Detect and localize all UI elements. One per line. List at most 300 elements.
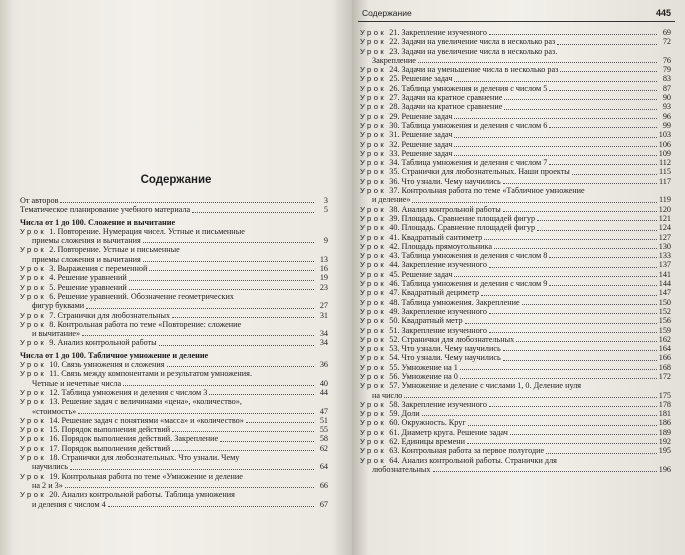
toc-lesson (20, 425, 328, 434)
lesson-label: Урок (20, 360, 47, 370)
toc-page-number: 67 (319, 499, 328, 509)
toc-line (360, 233, 671, 242)
page-number: 445 (655, 8, 671, 18)
toc-lesson (360, 456, 671, 475)
toc-line (360, 186, 671, 195)
leader-dots (86, 308, 314, 309)
lesson-number: 23. (389, 46, 400, 56)
toc-line (360, 205, 671, 214)
toc-line-text (360, 335, 514, 344)
toc-lesson (360, 149, 671, 158)
toc-page-number: 19 (319, 273, 328, 283)
leader-dots (522, 304, 657, 305)
lesson-label: Урок (360, 334, 387, 344)
lesson-label: Урок (360, 74, 387, 84)
toc-line-text (372, 56, 416, 65)
lesson-title: Окружность. Круг (401, 418, 466, 428)
lesson-label: Урок (360, 381, 387, 391)
lesson-title: Анализ контрольной работы. Таблица умножения (61, 490, 235, 500)
toc-line-text (360, 288, 479, 297)
toc-page-number: 58 (319, 434, 328, 444)
toc-line (360, 363, 671, 372)
toc-lesson (360, 353, 671, 362)
toc-line (360, 400, 671, 409)
lesson-title: Четные и нечетные числа (32, 378, 122, 388)
lesson-number: 12. (49, 387, 60, 397)
toc-line-text (372, 465, 431, 474)
toc-lesson (360, 260, 671, 269)
toc-line-text (360, 409, 420, 418)
lesson-label: Урок (360, 371, 387, 381)
leader-dots (557, 44, 657, 45)
lesson-title: Единицы времени (401, 437, 465, 447)
toc-lesson (360, 381, 671, 400)
toc-page-number: 141 (658, 269, 671, 279)
lesson-number: 10. (49, 360, 60, 370)
leader-dots (454, 276, 656, 277)
leader-dots (489, 332, 657, 333)
lesson-number: 43. (389, 251, 400, 261)
leader-dots (489, 406, 657, 407)
lesson-title: приемы сложения и вычитания (32, 254, 141, 264)
lesson-number: 64. (389, 455, 400, 465)
toc-line-text (360, 428, 508, 437)
lesson-label: Урок (20, 415, 47, 425)
toc-line-text (32, 301, 84, 310)
lesson-label: Урок (360, 120, 387, 130)
toc-line-text (360, 102, 502, 111)
toc-line-text (20, 273, 127, 282)
lesson-label: Урок (360, 46, 387, 56)
toc-page-number: 99 (662, 120, 671, 130)
lesson-title: Контрольная работа по теме «Умножение и деление (61, 471, 243, 481)
toc-lesson (360, 47, 671, 66)
lesson-number: 58. (389, 399, 400, 409)
lesson-title: Решение задач с понятиями «масса» и «количество» (61, 415, 244, 425)
toc-line-text (20, 444, 170, 453)
toc-page-number: 159 (658, 325, 671, 335)
lesson-label: Урок (20, 387, 47, 397)
lesson-number: 21. (389, 28, 400, 37)
toc-lesson (360, 205, 671, 214)
toc-line-text (360, 363, 458, 372)
lesson-title: и деление» (372, 195, 411, 205)
lesson-label: Урок (20, 434, 47, 444)
toc-line (360, 418, 671, 427)
right-toc (360, 28, 671, 474)
toc-lesson (20, 360, 328, 369)
toc-line (360, 372, 671, 381)
toc-lesson (360, 130, 671, 139)
lesson-title: Порядок выполнения действий (61, 443, 171, 453)
leader-dots (159, 345, 314, 346)
lesson-label: Урок (360, 28, 387, 37)
toc-lesson (20, 311, 328, 320)
toc-line (360, 381, 671, 390)
toc-line-text (372, 391, 402, 400)
lesson-label: Урок (20, 453, 47, 463)
toc-line-text (20, 425, 170, 434)
toc-line (360, 437, 671, 446)
lesson-number: 8. (49, 319, 56, 329)
toc-line (20, 301, 328, 310)
lesson-title: Решение уравнений. Обозначение геометрических (57, 291, 234, 301)
leader-dots (172, 431, 314, 432)
toc-page-number: 3 (323, 196, 328, 205)
toc-lesson (360, 326, 671, 335)
toc-line-text (360, 28, 487, 37)
toc-line-text (360, 65, 558, 74)
toc-page-number: 103 (658, 130, 671, 140)
toc-lesson (20, 273, 328, 282)
toc-lesson (360, 363, 671, 372)
lesson-label: Урок (20, 425, 47, 435)
lesson-title: Таблица умножения и деления с числом 8 (401, 251, 548, 261)
toc-lesson (20, 472, 328, 491)
lesson-title: Контрольная работа за первое полугодие (401, 446, 545, 456)
toc-line-text (32, 255, 141, 264)
lesson-title: Задачи на кратное сравнение (401, 102, 503, 112)
lesson-title: любознательных (372, 464, 431, 474)
lesson-number: 51. (389, 325, 400, 335)
lesson-number: 29. (389, 111, 400, 121)
lesson-label: Урок (360, 37, 387, 47)
toc-lesson (360, 288, 671, 297)
toc-lesson (360, 270, 671, 279)
lesson-number: 47. (389, 288, 400, 298)
leader-dots (172, 317, 314, 318)
lesson-title: Задачи на уменьшение числа в несколько раз (401, 65, 559, 75)
lesson-title: Анализ контрольной работы (401, 204, 501, 214)
toc-page-number: 31 (319, 310, 328, 320)
toc-line (20, 379, 328, 388)
toc-lesson (360, 242, 671, 251)
lesson-label: Урок (20, 319, 47, 329)
toc-line-text (360, 158, 547, 167)
lesson-label: Урок (360, 232, 387, 242)
toc-line-text (360, 279, 547, 288)
toc-lesson (360, 177, 671, 186)
lesson-title: Умножение на 0 (401, 371, 458, 381)
toc-line-text (360, 456, 557, 465)
toc-line-text (360, 149, 452, 158)
lesson-label: Урок (20, 397, 47, 407)
lesson-label: Урок (360, 130, 387, 140)
leader-dots (418, 62, 657, 63)
lesson-number: 63. (389, 446, 400, 456)
lesson-number: 52. (389, 334, 400, 344)
toc-line (20, 338, 328, 347)
toc-line-text (20, 388, 207, 397)
lesson-number: 32. (389, 139, 400, 149)
lesson-number: 40. (389, 223, 400, 233)
lesson-title: Площадь. Сравнение площадей фигур (401, 223, 536, 233)
leader-dots (454, 81, 657, 82)
toc-page-number: 130 (658, 241, 671, 251)
lesson-label: Урок (360, 167, 387, 177)
toc-page-number: 47 (319, 406, 328, 416)
lesson-title: научились (32, 462, 69, 472)
leader-dots (510, 434, 657, 435)
toc-page-number: 96 (662, 111, 671, 121)
leader-dots (549, 90, 657, 91)
lesson-title: Странички для любознательных (57, 310, 171, 320)
toc-line-text (20, 360, 165, 369)
lesson-number: 20. (49, 490, 60, 500)
lesson-number: 54. (389, 353, 400, 363)
toc-line (360, 391, 671, 400)
lesson-label: Урок (360, 418, 387, 428)
lesson-title: Закрепление изученного (401, 399, 487, 409)
toc-line (20, 434, 328, 443)
lesson-title: Таблица умножения и деления с числом 6 (401, 120, 548, 130)
lesson-number: 15. (49, 425, 60, 435)
toc-page-number: 152 (658, 306, 671, 316)
toc-page-number: 133 (658, 251, 671, 261)
lesson-title: и вычитание» (32, 329, 81, 339)
lesson-title: Что узнали. Чему научились (401, 176, 501, 186)
toc-line-text (360, 84, 547, 93)
lesson-label: Урок (20, 245, 47, 255)
toc-line-text (360, 93, 502, 102)
toc-page-number: 124 (658, 223, 671, 233)
toc-line-text (360, 112, 452, 121)
lesson-label: Урок (360, 325, 387, 335)
leader-dots (454, 155, 656, 156)
lesson-number: 5. (49, 282, 56, 292)
lesson-label: Урок (360, 260, 387, 270)
lesson-title: и деления с числом 4 (32, 499, 106, 509)
toc-line-text (360, 177, 501, 186)
leader-dots (467, 443, 657, 444)
toc-lesson (20, 320, 328, 339)
lesson-title: Закрепление изученного (401, 260, 487, 270)
toc-line (360, 167, 671, 176)
toc-line-text (360, 307, 487, 316)
toc-line-text (372, 195, 410, 204)
toc-line-text (20, 434, 218, 443)
leader-dots (503, 211, 657, 212)
leader-dots (82, 335, 314, 336)
lesson-number: 59. (389, 409, 400, 419)
toc-page-number: 127 (658, 232, 671, 242)
leader-dots (503, 183, 657, 184)
lesson-label: Урок (360, 111, 387, 121)
toc-page-number: 106 (658, 139, 671, 149)
toc-line (20, 292, 328, 301)
toc-page-number: 172 (658, 371, 671, 381)
toc-lesson (360, 316, 671, 325)
lesson-title: Квадратный сантиметр (401, 232, 483, 242)
lesson-title: Анализ контрольной работы. Странички для (401, 455, 557, 465)
lesson-number: 6. (49, 291, 56, 301)
toc-page-number: 23 (319, 282, 328, 292)
lesson-number: 55. (389, 362, 400, 372)
toc-line (20, 472, 328, 481)
toc-line (20, 311, 328, 320)
lesson-title: Связь умножения и сложения (61, 360, 165, 370)
lesson-title: Странички для любознательных (401, 334, 515, 344)
toc-line-text (20, 472, 243, 481)
toc-line (360, 93, 671, 102)
toc-page-number: 34 (319, 338, 328, 348)
toc-line (360, 298, 671, 307)
toc-lesson (20, 283, 328, 292)
toc-page-number: 147 (658, 288, 671, 298)
lesson-title: Таблица умножения и деления с числом 7 (401, 158, 548, 168)
toc-line (360, 177, 671, 186)
leader-dots (481, 295, 657, 296)
lesson-title: Закрепление изученного (401, 28, 487, 37)
lesson-title: Таблица умножения и деления с числом 9 (401, 279, 548, 289)
toc-line-text (20, 338, 157, 347)
toc-line (20, 481, 328, 490)
lesson-number: 50. (389, 316, 400, 326)
toc-line (360, 140, 671, 149)
toc-lesson (360, 279, 671, 288)
toc-line (360, 428, 671, 437)
lesson-label: Урок (360, 204, 387, 214)
toc-line-text (360, 298, 520, 307)
toc-line (360, 307, 671, 316)
toc-line (360, 353, 671, 362)
lesson-number: 31. (389, 130, 400, 140)
toc-lesson (360, 223, 671, 232)
toc-page-number: 5 (323, 205, 328, 215)
toc-line (360, 223, 671, 232)
toc-line (20, 227, 328, 236)
toc-page-number: 175 (658, 390, 671, 400)
toc-line (20, 245, 328, 254)
toc-page-number: 164 (658, 344, 671, 354)
toc-line-text (360, 251, 547, 260)
toc-page-number: 55 (319, 425, 328, 435)
toc-lesson (20, 453, 328, 472)
lesson-title: Закрепление изученного (401, 306, 487, 316)
toc-line (360, 279, 671, 288)
lesson-label: Урок (360, 437, 387, 447)
toc-lesson (360, 167, 671, 176)
leader-dots (549, 257, 656, 258)
toc-page-number: 83 (662, 74, 671, 84)
lesson-label: Урок (360, 306, 387, 316)
lesson-title: Повторение. Устные и письменные (57, 245, 180, 255)
lesson-title: приемы сложения и вычитания (32, 236, 141, 246)
lesson-title: Таблица умножения и деления с числом 3 (61, 387, 208, 397)
toc-line-text (360, 326, 487, 335)
toc-page-number: 117 (659, 176, 671, 186)
toc-line (360, 344, 671, 353)
lesson-label: Урок (360, 288, 387, 298)
toc-line-text (20, 283, 127, 292)
toc-page-number: 156 (658, 316, 671, 326)
leader-dots (516, 341, 657, 342)
toc-lesson (360, 372, 671, 381)
toc-page-number: 69 (662, 28, 671, 37)
toc-line-text (360, 437, 465, 446)
toc-lesson (360, 344, 671, 353)
toc-page-number: 87 (662, 83, 671, 93)
toc-line-text (20, 369, 252, 378)
toc-lesson (360, 214, 671, 223)
toc-line (20, 360, 328, 369)
toc-line-text (360, 418, 466, 427)
lesson-label: Урок (360, 297, 387, 307)
toc-line-text (32, 379, 121, 388)
header-rule (358, 21, 675, 22)
lesson-title: Таблица умножения. Закрепление (401, 297, 520, 307)
toc-lesson (20, 338, 328, 347)
lesson-title: Решение задач (401, 139, 453, 149)
lesson-number: 42. (389, 241, 400, 251)
leader-dots (537, 230, 657, 231)
toc-line (360, 326, 671, 335)
lesson-title: Закрепление (372, 55, 416, 65)
toc-line (20, 264, 328, 273)
toc-line-text (360, 344, 501, 353)
lesson-number: 27. (389, 93, 400, 103)
toc-line-text (360, 186, 585, 195)
toc-line (360, 74, 671, 83)
toc-line-text (32, 236, 141, 245)
toc-line-text (360, 140, 452, 149)
lesson-title: фигур буквами (32, 301, 85, 311)
toc-page-number: 16 (319, 264, 328, 274)
toc-line (360, 270, 671, 279)
leader-dots (549, 285, 656, 286)
toc-page-number: 44 (319, 387, 328, 397)
toc-line (360, 112, 671, 121)
lesson-number: 39. (389, 213, 400, 223)
toc-line-text (20, 264, 147, 273)
toc-line (360, 456, 671, 465)
lesson-label: Урок (20, 338, 47, 348)
lesson-title: Умножение на 1 (401, 362, 458, 372)
lesson-label: Урок (360, 158, 387, 168)
leader-dots (460, 369, 657, 370)
toc-lesson (20, 490, 328, 509)
toc-lesson (360, 400, 671, 409)
toc-title: Содержание (140, 174, 212, 186)
leader-dots (494, 248, 657, 249)
toc-page-number: 189 (658, 427, 671, 437)
toc-lesson (360, 335, 671, 344)
lesson-label: Урок (360, 102, 387, 112)
toc-line-text (360, 260, 487, 269)
lesson-number: 46. (389, 279, 400, 289)
toc-line-text (32, 407, 76, 416)
toc-lesson (360, 84, 671, 93)
lesson-label: Урок (360, 446, 387, 456)
lesson-number: 3. (49, 264, 56, 274)
lesson-title: Квадратный метр (401, 316, 463, 326)
lesson-title: Квадратный дециметр (401, 288, 480, 298)
lesson-label: Урок (20, 369, 47, 379)
toc-lesson (20, 434, 328, 443)
lesson-title: Решение уравнений (57, 282, 127, 292)
leader-dots (220, 441, 314, 442)
lesson-title: Задачи на увеличение числа в несколько раз (401, 37, 556, 47)
toc-page-number: 144 (658, 279, 671, 289)
leader-dots (70, 469, 314, 470)
toc-lesson (20, 444, 328, 453)
leader-dots (433, 471, 657, 472)
lesson-label: Урок (20, 226, 47, 236)
lesson-label: Урок (360, 279, 387, 289)
leader-dots (422, 415, 657, 416)
leader-dots (489, 313, 657, 314)
toc-line (360, 84, 671, 93)
